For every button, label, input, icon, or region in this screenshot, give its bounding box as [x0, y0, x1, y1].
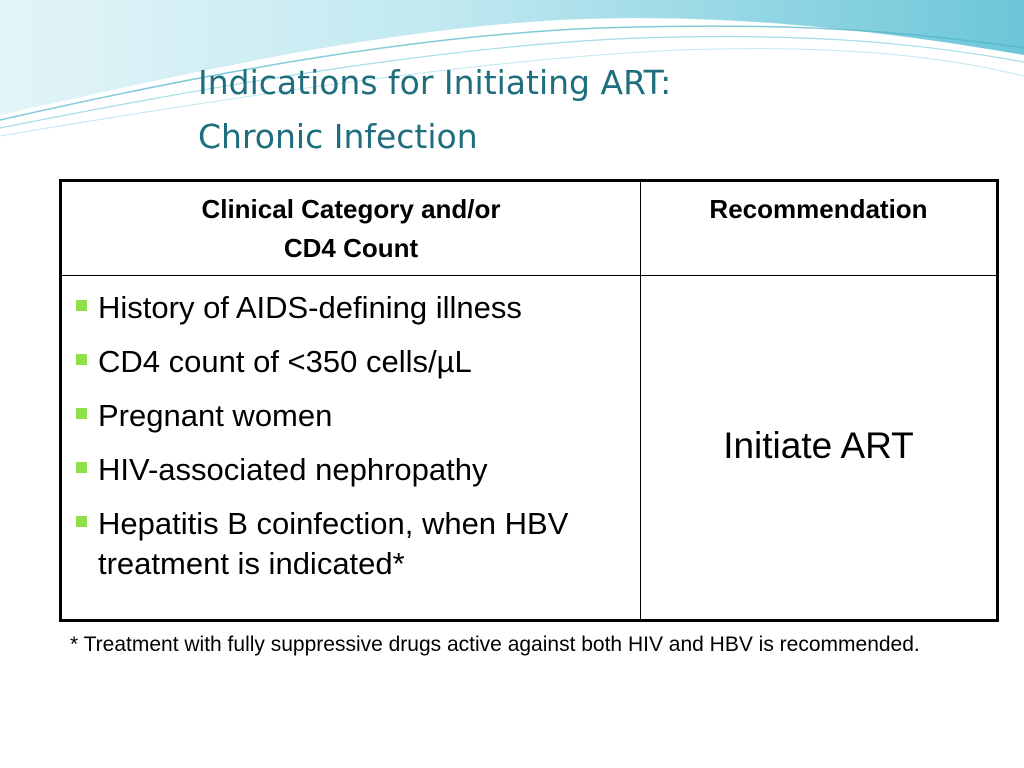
- condition-text: CD4 count of <350 cells/µL: [98, 344, 472, 379]
- title-line-2: Chronic Infection: [198, 117, 478, 156]
- condition-text: History of AIDS-defining illness: [98, 290, 522, 325]
- indications-table: [59, 179, 999, 622]
- list-item: [74, 342, 630, 382]
- footnote: * Treatment with fully suppressive drugs active against both HIV and HBV is recommended.: [70, 633, 920, 656]
- bullet-square-icon: [76, 300, 87, 311]
- bullet-square-icon: [76, 408, 87, 419]
- table-row: [61, 276, 998, 621]
- list-item: [74, 450, 630, 490]
- recommendation-cell: Initiate ART: [641, 276, 998, 621]
- conditions-cell: [61, 276, 641, 621]
- table-header-row: [61, 181, 998, 276]
- list-item: [74, 504, 630, 584]
- bullet-square-icon: [76, 462, 87, 473]
- conditions-list: [74, 288, 630, 584]
- title-line-1: Indications for Initiating ART:: [198, 63, 672, 102]
- condition-text: HIV-associated nephropathy: [98, 452, 488, 487]
- header-clinical-category: [61, 181, 641, 276]
- bullet-square-icon: [76, 354, 87, 365]
- slide-title: [198, 56, 671, 164]
- condition-text: Pregnant women: [98, 398, 333, 433]
- header-clinical-category-line-2: CD4 Count: [283, 233, 419, 263]
- header-recommendation: Recommendation: [641, 181, 998, 276]
- header-clinical-category-line-1: Clinical Category and/or: [201, 194, 501, 224]
- bullet-square-icon: [76, 516, 87, 527]
- list-item: [74, 288, 630, 328]
- condition-text: Hepatitis B coinfection, when HBV treatment is indicated*: [98, 506, 569, 581]
- list-item: [74, 396, 630, 436]
